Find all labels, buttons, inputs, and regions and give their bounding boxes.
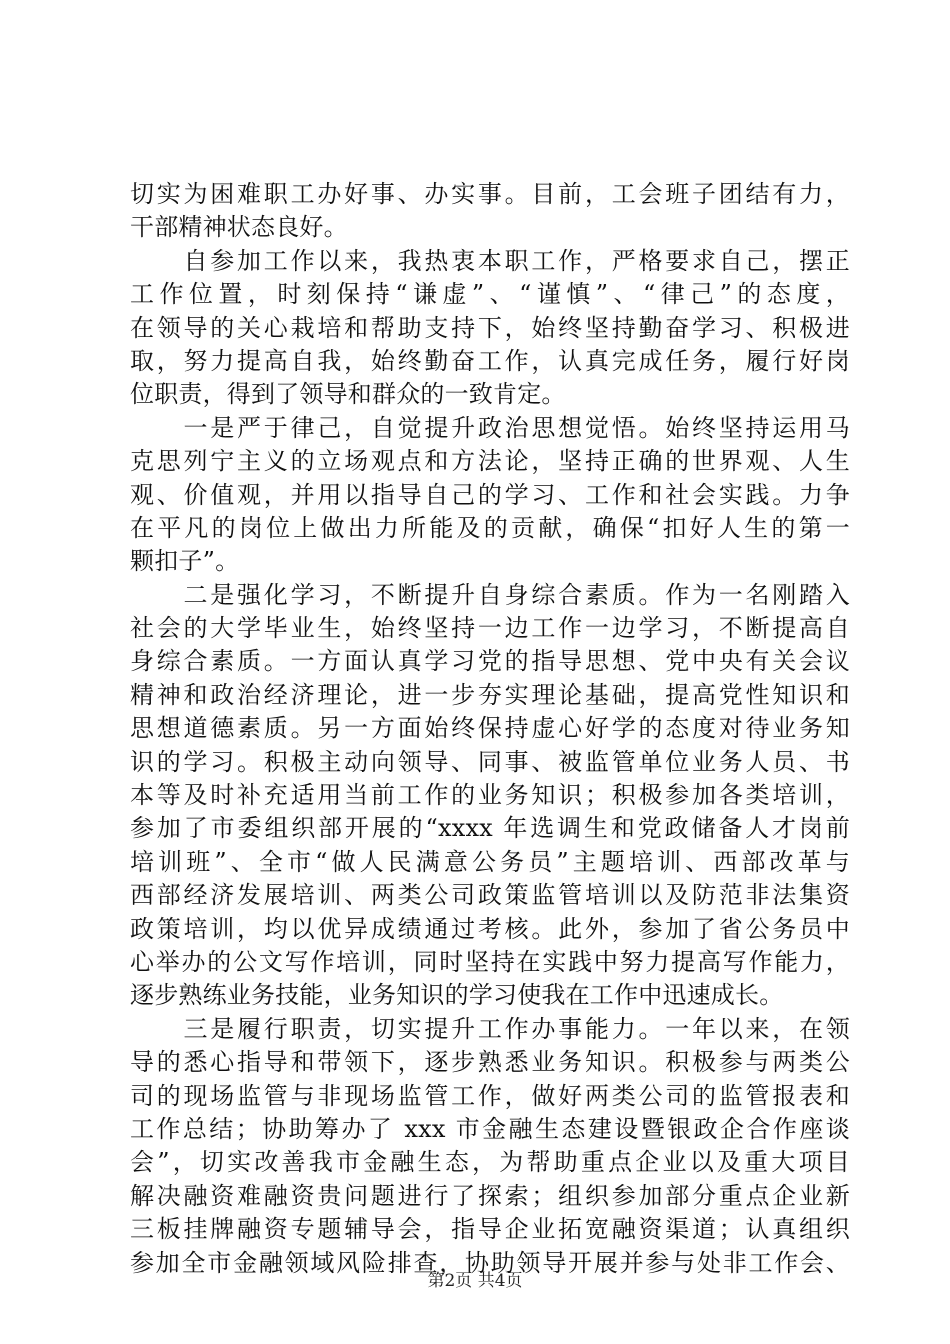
text-line: 位职责，得到了领导和群众的一致肯定。 <box>130 380 566 409</box>
text-line: 政策培训，均以优异成绩通过考核。此外，参加了省公务员中 <box>130 914 850 943</box>
page-footer: 第2页 共4页 <box>427 1271 523 1291</box>
text-line: 思想道德素质。另一方面始终保持虚心好学的态度对待业务知 <box>130 714 850 743</box>
text-line: 培训班”、全市“做人民满意公务员”主题培训、西部改革与 <box>130 847 850 876</box>
text-line: 司的现场监管与非现场监管工作，做好两类公司的监管报表和 <box>130 1081 850 1110</box>
text-line: 本等及时补充适用当前工作的业务知识；积极参加各类培训， <box>130 781 850 810</box>
text-line: 识的学习。积极主动向领导、同事、被监管单位业务人员、书 <box>130 747 850 776</box>
text-line: 社会的大学毕业生，始终坚持一边工作一边学习，不断提高自 <box>130 614 850 643</box>
text-line: 二是强化学习，不断提升自身综合素质。作为一名刚踏入 <box>130 580 850 609</box>
text-line: 工作总结；协助筹办了 xxx 市金融生态建设暨银政企合作座谈 <box>130 1114 850 1143</box>
text-line: 观、价值观，并用以指导自己的学习、工作和社会实践。力争 <box>130 480 850 509</box>
text-line: 解决融资难融资贵问题进行了探索；组织参加部分重点企业新 <box>130 1181 850 1210</box>
text-line: 参加了市委组织部开展的“xxxx 年选调生和党政储备人才岗前 <box>130 814 850 843</box>
text-line: 切实为困难职工办好事、办实事。目前，工会班子团结有力， <box>130 180 850 208</box>
text-line: 在平凡的岗位上做出力所能及的贡献，确保“扣好人生的第一 <box>130 513 850 542</box>
text-line: 取，努力提高自我，始终勤奋工作，认真完成任务，履行好岗 <box>130 346 850 375</box>
text-line: 逐步熟练业务技能，业务知识的学习使我在工作中迅速成长。 <box>130 981 784 1010</box>
text-line: 心举办的公文写作培训，同时坚持在实践中努力提高写作能力， <box>130 947 850 976</box>
text-line: 西部经济发展培训、两类公司政策监管培训以及防范非法集资 <box>130 881 850 910</box>
text-line: 身综合素质。一方面认真学习党的指导思想、党中央有关会议 <box>130 647 850 676</box>
text-line: 三是履行职责，切实提升工作办事能力。一年以来，在领 <box>130 1014 850 1043</box>
text-line: 导的悉心指导和带领下，逐步熟悉业务知识。积极参与两类公 <box>130 1048 850 1077</box>
text-line: 精神和政治经济理论，进一步夯实理论基础，提高党性知识和 <box>130 680 850 709</box>
text-line: 一是严于律己，自觉提升政治思想觉悟。始终坚持运用马 <box>130 413 850 442</box>
text-line: 干部精神状态良好。 <box>130 213 348 242</box>
text-line: 在领导的关心栽培和帮助支持下，始终坚持勤奋学习、积极进 <box>130 313 850 342</box>
text-line: 三板挂牌融资专题辅导会，指导企业拓宽融资渠道；认真组织 <box>130 1215 850 1244</box>
text-line: 会”，切实改善我市金融生态，为帮助重点企业以及重大项目 <box>130 1148 850 1177</box>
document-body <box>130 178 850 1280</box>
text-line: 克思列宁主义的立场观点和方法论，坚持正确的世界观、人生 <box>130 447 850 476</box>
text-line: 参加全市金融领域风险排查，协助领导开展并参与处非工作会、 <box>130 1248 850 1277</box>
text-line: 颗扣子”。 <box>130 547 240 576</box>
text-line: 自参加工作以来，我热衷本职工作，严格要求自己，摆正 <box>130 246 850 275</box>
text-line: 工作位置，时刻保持“谦虚”、“谨慎”、“律己”的态度， <box>130 280 850 309</box>
